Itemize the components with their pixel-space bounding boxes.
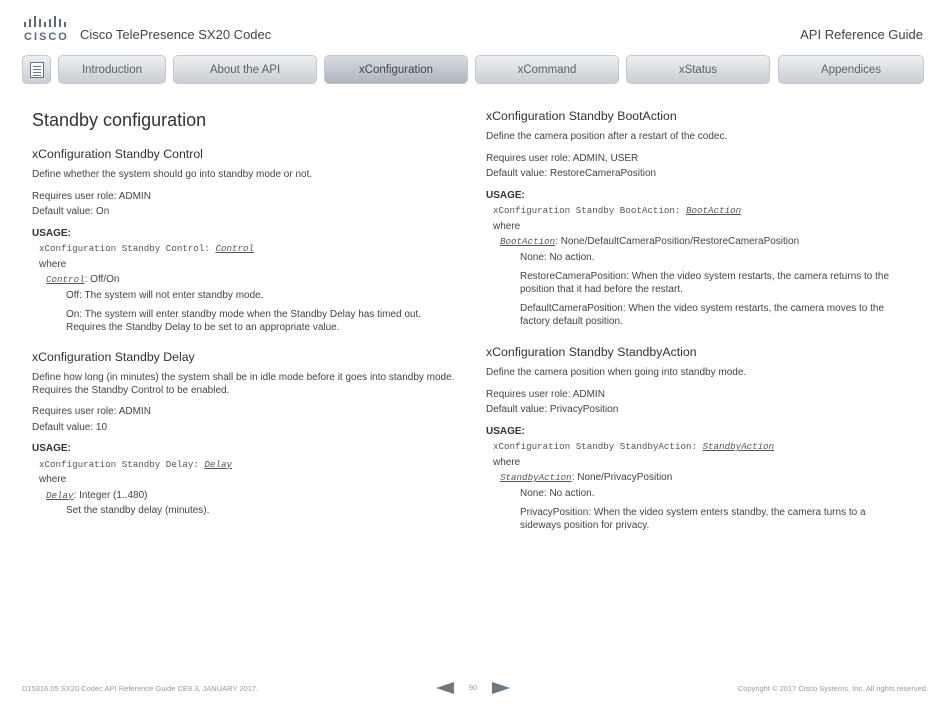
section-description: Define whether the system should go into standby mode or not. [32,169,313,180]
user-role: Requires user role: ADMIN [32,190,151,202]
pager [436,680,512,696]
param-name: Delay [46,489,74,501]
param-name: StandbyAction [500,472,572,483]
param-values: : None/PrivacyPosition [571,472,673,483]
top-nav [22,55,924,84]
previous-page-icon[interactable] [436,682,454,694]
value-description: None: No action. [520,487,595,499]
code-param: StandbyAction [702,441,775,452]
param-values: : None/DefaultCameraPosition/RestoreCameraPosition [555,236,800,247]
param-values: : Off/On [84,274,120,285]
code-param: BootAction [685,205,742,216]
tab-introduction[interactable]: Introduction [58,55,166,84]
section-description: Define the camera position when going into standby mode. [486,367,747,378]
param-name: BootAction [500,236,556,247]
param-line [32,274,462,287]
code-text: xConfiguration Standby Delay: [39,458,205,470]
user-role: Requires user role: ADMIN, USER [486,152,639,164]
right-column [486,105,906,532]
param-values: : Integer (1..480) [73,489,148,501]
usage-code [486,205,906,218]
param-line [486,472,906,485]
code-text: xConfiguration Standby StandbyAction: [493,441,703,452]
left-column [32,105,462,518]
section-title: xConfiguration Standby Control [32,147,203,161]
tab-xstatus[interactable]: xStatus [626,55,770,84]
cisco-bars-icon [22,14,66,28]
user-role: Requires user role: ADMIN [32,406,151,417]
guide-title: API Reference Guide [800,27,923,42]
toc-button[interactable] [22,55,51,84]
section-description: Define the camera position after a restart of the codec. [486,131,728,142]
default-value: Default value: 10 [32,421,108,433]
section-description: Define how long (in minutes) the system shall be in idle mode before it goes into standby mode. Requires the Standby Control to be enabled. [32,372,455,396]
param-line [486,236,906,249]
usage-label: USAGE: [486,425,525,437]
usage-label: USAGE: [486,189,525,201]
footer [0,680,950,700]
tab-about-the-api[interactable]: About the API [173,55,317,84]
value-description: RestoreCameraPosition: When the video system restarts, the camera returns to the position that it had before the restart. [520,271,890,295]
default-value: Default value: On [32,206,110,217]
value-description: On: The system will enter standby mode when the Standby Delay has timed out. Requires the Standby Delay to be set to an appropriate value. [66,309,421,333]
page-number: 90 [468,683,478,692]
code-text: xConfiguration Standby BootAction: [493,205,686,216]
value-description: PrivacyPosition: When the video system enters standby, the camera turns to a sideways position for privacy. [520,507,866,531]
where-label: where [39,258,67,270]
default-value: Default value: RestoreCameraPosition [486,168,657,179]
usage-code [32,243,462,256]
tab-xconfiguration[interactable]: xConfiguration [324,55,468,84]
where-label: where [39,474,67,485]
product-title: Cisco TelePresence SX20 Codec [80,27,272,42]
section-title: xConfiguration Standby Delay [32,350,195,364]
usage-label: USAGE: [32,443,71,454]
section-title: xConfiguration Standby BootAction [486,109,677,123]
tab-xcommand[interactable]: xCommand [475,55,619,84]
logo-text: CISCO [24,31,69,43]
copyright: Copyright © 2017 Cisco Systems, Inc. All rights reserved. [737,684,928,693]
usage-code [486,441,906,454]
code-param: Control [215,243,255,254]
value-description: Set the standby delay (minutes). [66,505,210,516]
param-name: Control [46,274,85,285]
param-line [32,490,462,503]
table-of-contents-icon [30,62,44,78]
value-description: DefaultCameraPosition: When the video system restarts, the camera moves to the factory default position. [520,303,885,327]
value-description: Off: The system will not enter standby mode. [66,289,264,301]
usage-label: USAGE: [32,227,71,239]
page-title: Standby configuration [32,110,207,130]
code-text: xConfiguration Standby Control: [39,243,216,254]
tab-appendices[interactable]: Appendices [778,55,924,84]
user-role: Requires user role: ADMIN [486,388,605,400]
header [0,0,950,50]
where-label: where [493,220,521,232]
where-label: where [493,456,521,468]
usage-code [32,459,462,472]
document-id: D15316.05 SX20 Codec API Reference Guide CE8.3, JANUARY 2017. [22,684,259,693]
value-description: None: No action. [520,251,595,263]
code-param: Delay [204,458,232,470]
next-page-icon[interactable] [492,682,510,694]
default-value: Default value: PrivacyPosition [486,404,619,415]
section-title: xConfiguration Standby StandbyAction [486,345,697,359]
cisco-logo [22,14,69,43]
